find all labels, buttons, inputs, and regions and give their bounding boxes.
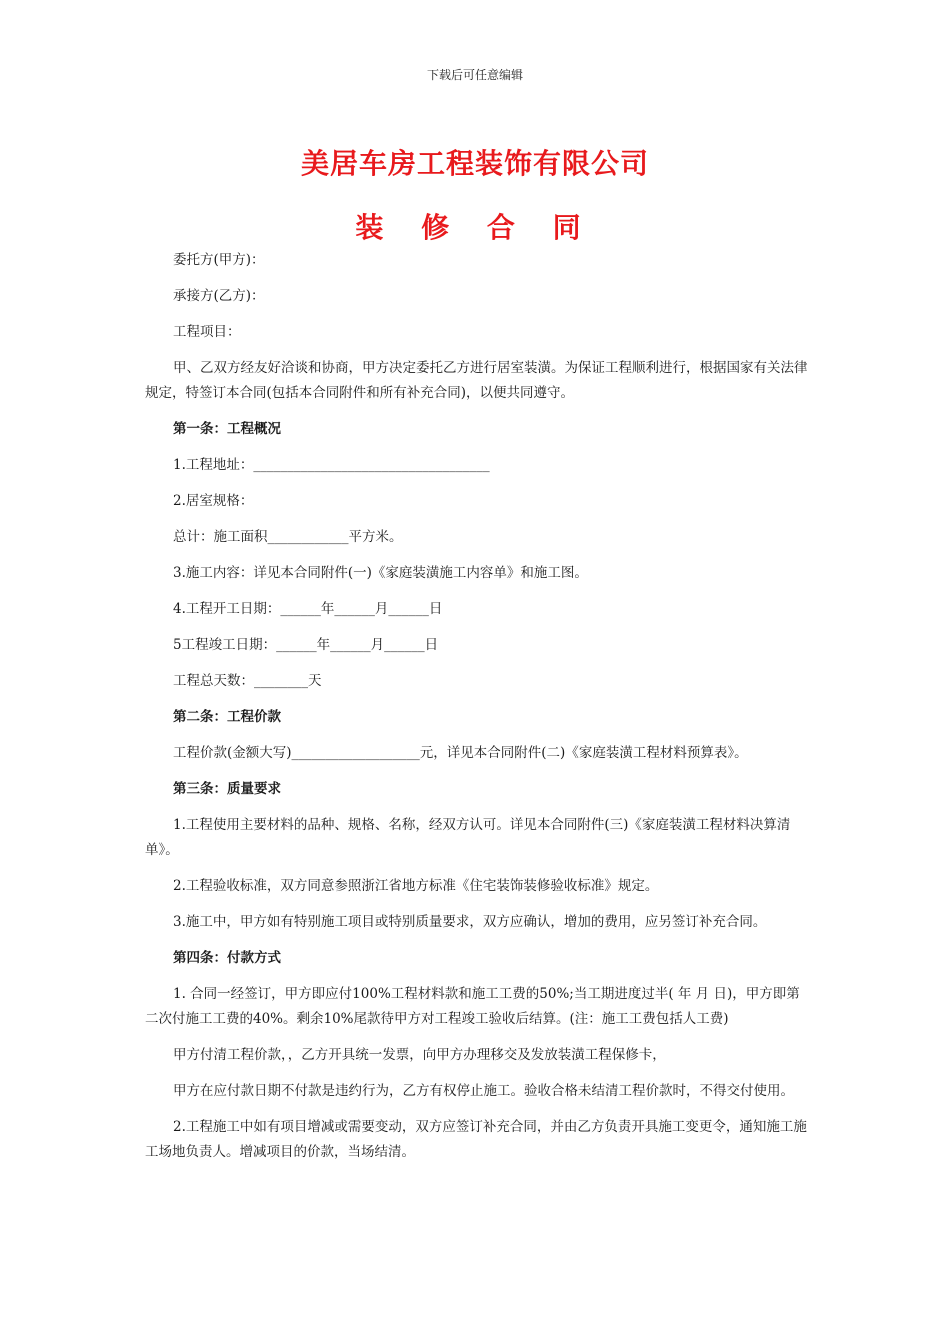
quality-item-2: 2.工程验收标准，双方同意参照浙江省地方标准《住宅装饰装修验收标准》规定。 [173,878,659,894]
party-b-line: 承接方(乙方)： [173,288,265,304]
quality-item-3: 3.施工中，甲方如有特别施工项目或特别质量要求，双方应确认，增加的费用，应另签订补充合同。 [173,914,767,930]
article-1-heading: 第一条：工程概况 [173,421,281,437]
end-date-line: 5工程竣工日期：______年______月______日 [173,637,439,653]
room-spec-line: 2.居室规格： [173,493,254,509]
article-2-heading: 第二条：工程价款 [173,709,281,725]
project-line: 工程项目： [173,324,241,340]
payment-invoice-paragraph: 甲方付清工程价款，，乙方开具统一发票，向甲方办理移交及发放装潢工程保修卡， [173,1047,666,1063]
contract-body [145,248,810,1165]
price-line: 工程价款(金额大写)___________________元，详见本合同附件(二)《家庭装潢工程材料预算表》。 [173,745,748,761]
total-days-line: 工程总天数：________天 [173,673,322,689]
preamble-paragraph: 甲、乙双方经友好洽谈和协商，甲方决定委托乙方进行居室装潢。为保证工程顺利进行，根据国家有关法律规定，特签订本合同(包括本合同附件和所有补充合同)，以便共同遵守。 [145,360,808,401]
header-note: 下载后可任意编辑 [426,68,523,82]
payment-default-paragraph: 甲方在应付款日期不付款是违约行为，乙方有权停止施工。验收合格未结清工程价款时，不得交付使用。 [173,1083,794,1099]
quality-item-1: 1.工程使用主要材料的品种、规格、名称，经双方认可。详见本合同附件(三)《家庭装潢工程材料决算清单》。 [145,817,791,858]
work-content-line: 3.施工内容：详见本合同附件(一)《家庭装潢施工内容单》和施工图。 [173,565,588,581]
article-4-heading: 第四条：付款方式 [173,950,281,966]
start-date-line: 4.工程开工日期：______年______月______日 [173,601,443,617]
article-3-heading: 第三条：质量要求 [173,781,281,797]
payment-item-1: 1. 合同一经签订，甲方即应付100%工程材料款和施工工费的50%;当工期进度过半( 年 月 日)，甲方即第二次付施工工费的40%。剩余10%尾款待甲方对工程竣工验收后结算。(注：施工工费包括人工费) [145,986,800,1027]
total-area-line: 总计：施工面积____________平方米。 [173,529,403,545]
contract-title: 装 修 合 同 [355,211,595,244]
company-name: 美居车房工程装饰有限公司 [300,147,649,180]
payment-item-2: 2.工程施工中如有项目增减或需要变动，双方应签订补充合同，并由乙方负责开具施工变更令，通知施工施工场地负责人。增减项目的价款，当场结清。 [145,1119,807,1160]
party-a-line: 委托方(甲方)： [173,252,265,268]
project-address-line: 1.工程地址：___________________________________ [173,457,490,473]
